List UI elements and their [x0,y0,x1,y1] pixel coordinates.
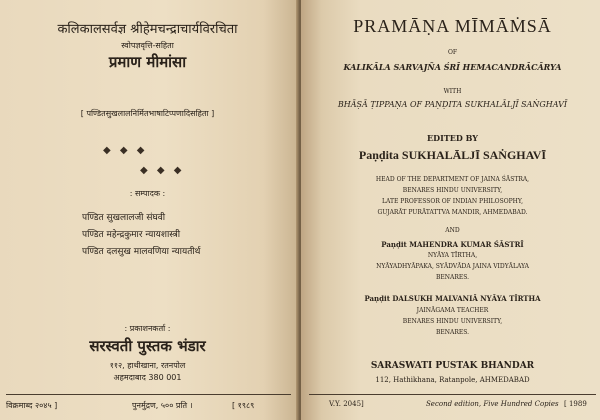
editor-credential-line: JAINĀGAMA TEACHER [416,307,489,314]
editor-credential-line: HEAD OF THE DEPARTMENT OF JAINA ŚĀSTRA, [375,176,530,183]
left-subtitle: [ पण्डितसुखलालनिर्मितभाषाटिप्पणादिसहिता ] [80,109,215,118]
editor-second: Paṇḍit MAHENDRA KUMAR ŚĀSTRĪ [381,240,524,249]
editor-name: पण्डित सुखलालजी संघवी [82,213,166,223]
editor-credential-line: BENARES. [435,329,470,336]
right-and: AND [445,227,460,234]
footer-edition: पुनर्मुद्रण, ५०० प्रति । [132,401,193,410]
editor-credential-line: LATE PROFESSOR OF INDIAN PHILOSOPHY, [382,198,523,205]
right-bhasa-tippana: BHĀṢĀ ṬIPPAṆA OF PAṆḌITA SUKHALĀLJĪ SAṄGHAVĪ [337,100,568,109]
footer-year: [ 1989 [564,400,587,408]
right-of: OF [447,49,458,56]
right-with: WITH [443,88,462,95]
footer-year: [ १९८९ [232,401,255,410]
left-author-line: कलिकालसर्वज्ञ श्रीहेमचन्द्राचार्यविरचिता [57,22,238,37]
publisher-label: : प्रकाशनकर्ता : [124,324,171,333]
left-commentary-line: स्वोपज्ञवृत्ति-सहिता [121,41,174,50]
left-title: प्रमाण मीमांसा [108,53,187,71]
ornament-dots: ◆ ◆ ◆ [140,165,185,176]
footer-year-vy: V.Y. 2045] [329,400,364,408]
editor-main: Paṇḍita SUKHALĀLJĪ SAṄGHAVĪ [358,148,547,162]
footer-rule [6,394,291,395]
right-page [301,0,600,420]
right-publisher-address: 112, Hathikhana, Ratanpole, AHMEDABAD [375,376,530,384]
footer-edition: Second edition, Five Hundred Copies [426,400,559,408]
editor-credential-line: NYĀYA TĪRTHA, [427,252,478,259]
editor-credential-line: BENARES. [435,274,470,281]
left-page [0,0,299,420]
right-author: KALIKĀLA SARVAJÑA ŚRĪ HEMACANDRĀCĀRYA [343,62,562,72]
editor-credential-line: BENARES HINDU UNIVERSITY, [402,318,503,325]
right-title: PRAMĀṆA MĪMĀṀSĀ [353,16,552,36]
publisher-address-line: अहमदाबाद 380 001 [113,373,182,382]
publisher-name: सरस्वती पुस्तक भंडार [89,337,206,355]
footer-year-vikram: विक्रमाब्द २०४५ ] [6,401,58,410]
editor-name: पण्डित महेन्द्रकुमार न्यायशास्त्री [82,230,181,240]
editors-label: : सम्पादक : [129,189,166,198]
ornament-dots: ◆ ◆ ◆ [103,145,148,156]
editor-credential-line: GUJARĀT PURĀTATTVA MANDIR, AHMEDABAD. [377,209,528,216]
editor-credential-line: NYĀYADHYĀPAKA, SYĀDVĀDA JAINA VIDYĀLAYA [376,263,529,270]
edited-by-label: EDITED BY [427,133,478,143]
editor-third: Paṇḍit DALSUKH MALVANIĀ NYĀYA TĪRTHA [364,294,541,303]
editor-name: पण्डित दलसुख मालवणिया न्यायतीर्थ [82,247,201,257]
publisher-address-line: ११२, हाथीखाना, रतनपोल [109,361,186,370]
footer-rule [309,394,596,395]
editor-credential-line: BENARES HINDU UNIVERSITY, [402,187,503,194]
right-publisher: SARASWATI PUSTAK BHANDAR [370,361,535,371]
